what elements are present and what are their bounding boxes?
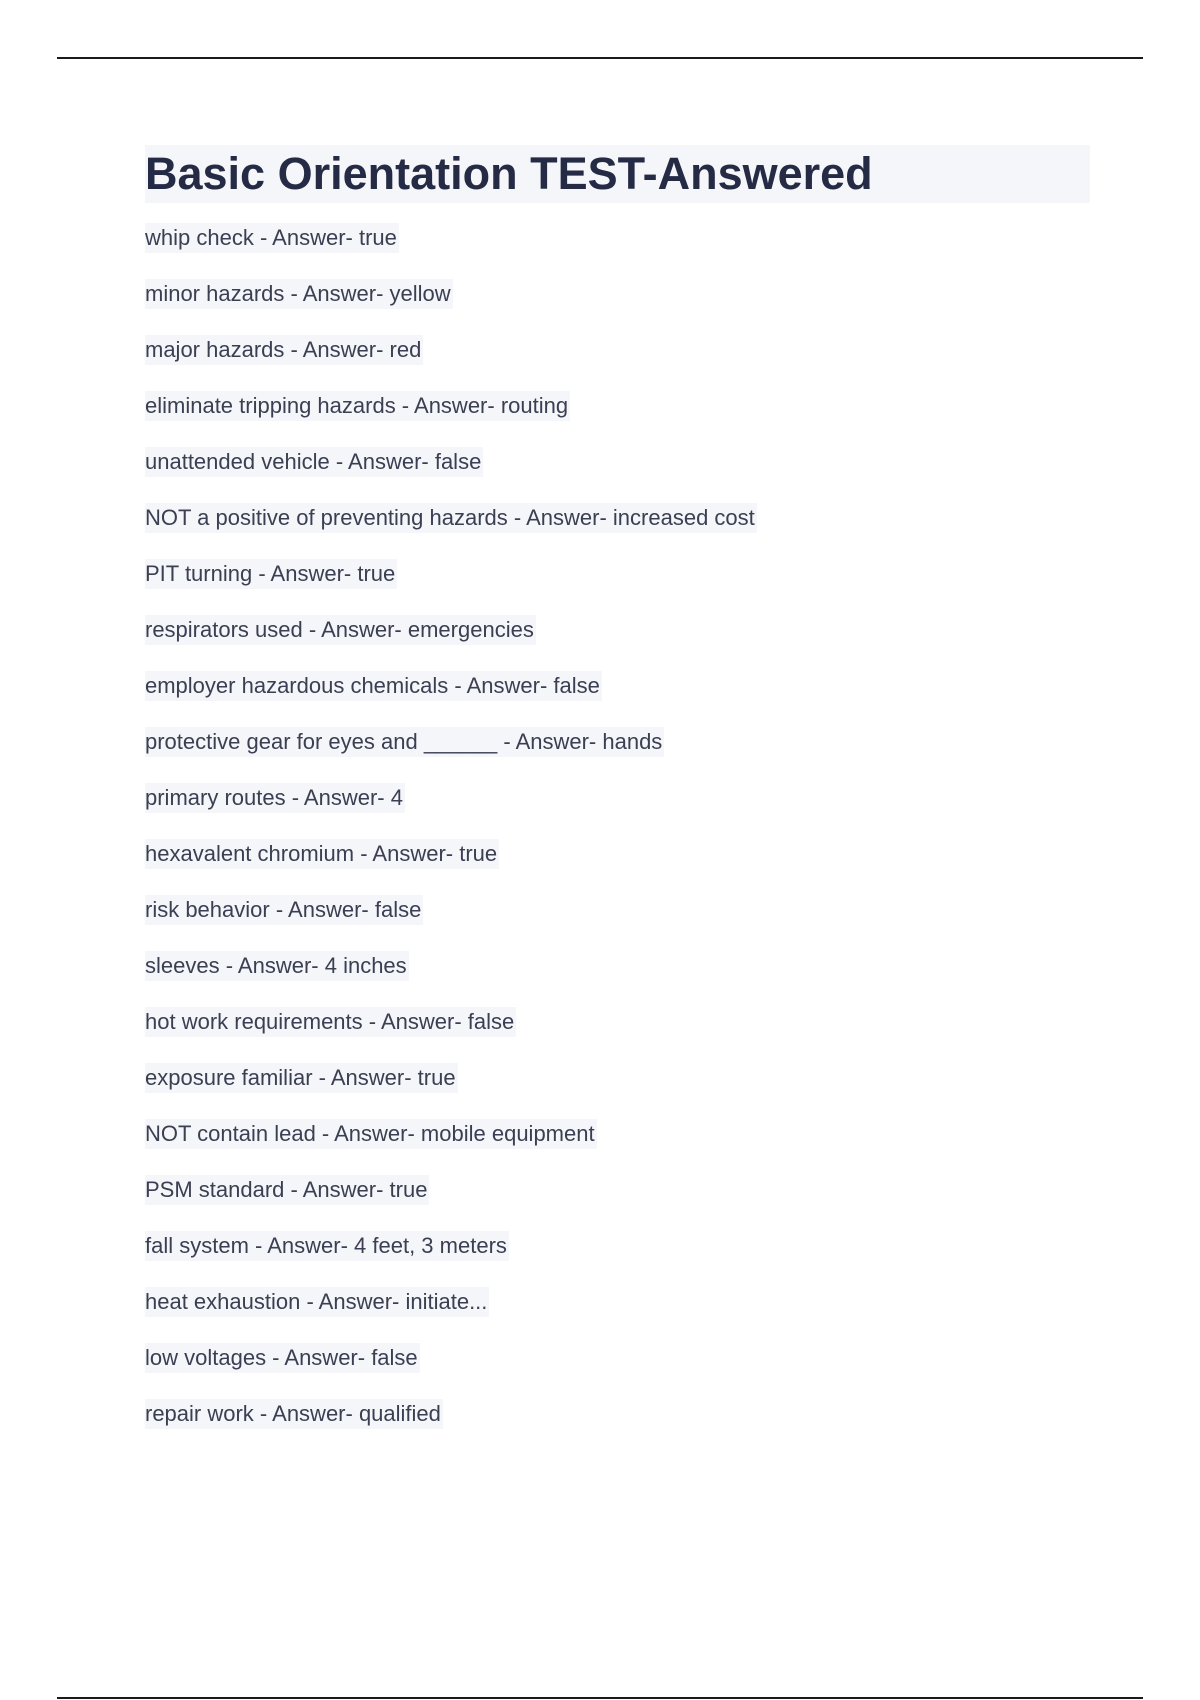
qa-text: respirators used - Answer- emergencies: [145, 615, 536, 645]
list-item: [145, 839, 1090, 895]
qa-text: NOT contain lead - Answer- mobile equipment: [145, 1119, 597, 1149]
qa-text: employer hazardous chemicals - Answer- false: [145, 671, 602, 701]
qa-list: [145, 223, 1090, 1455]
top-rule: [57, 57, 1143, 59]
qa-text: risk behavior - Answer- false: [145, 895, 423, 925]
qa-text: minor hazards - Answer- yellow: [145, 279, 453, 309]
list-item: [145, 223, 1090, 279]
qa-text: PIT turning - Answer- true: [145, 559, 397, 589]
list-item: [145, 783, 1090, 839]
list-item: [145, 1119, 1090, 1175]
list-item: [145, 895, 1090, 951]
qa-text: hot work requirements - Answer- false: [145, 1007, 516, 1037]
list-item: [145, 559, 1090, 615]
qa-text: major hazards - Answer- red: [145, 335, 423, 365]
document-body: [145, 145, 1090, 1455]
list-item: [145, 951, 1090, 1007]
list-item: [145, 1063, 1090, 1119]
list-item: [145, 1175, 1090, 1231]
list-item: [145, 671, 1090, 727]
list-item: [145, 1287, 1090, 1343]
title-block: [145, 145, 1090, 203]
qa-text: hexavalent chromium - Answer- true: [145, 839, 499, 869]
qa-text: repair work - Answer- qualified: [145, 1399, 443, 1429]
list-item: [145, 503, 1090, 559]
list-item: [145, 1399, 1090, 1455]
qa-text: protective gear for eyes and ______ - Answer- hands: [145, 727, 664, 757]
bottom-rule: [57, 1697, 1143, 1699]
qa-text: unattended vehicle - Answer- false: [145, 447, 483, 477]
qa-text: low voltages - Answer- false: [145, 1343, 420, 1373]
list-item: [145, 447, 1090, 503]
list-item: [145, 279, 1090, 335]
list-item: [145, 1007, 1090, 1063]
qa-text: eliminate tripping hazards - Answer- routing: [145, 391, 570, 421]
qa-text: sleeves - Answer- 4 inches: [145, 951, 409, 981]
qa-text: heat exhaustion - Answer- initiate...: [145, 1287, 489, 1317]
list-item: [145, 615, 1090, 671]
list-item: [145, 391, 1090, 447]
qa-text: NOT a positive of preventing hazards - Answer- increased cost: [145, 503, 757, 533]
qa-text: primary routes - Answer- 4: [145, 783, 405, 813]
list-item: [145, 1231, 1090, 1287]
page-title: Basic Orientation TEST-Answered: [145, 148, 873, 199]
qa-text: PSM standard - Answer- true: [145, 1175, 429, 1205]
qa-text: exposure familiar - Answer- true: [145, 1063, 458, 1093]
list-item: [145, 727, 1090, 783]
qa-text: fall system - Answer- 4 feet, 3 meters: [145, 1231, 509, 1261]
list-item: [145, 1343, 1090, 1399]
list-item: [145, 335, 1090, 391]
qa-text: whip check - Answer- true: [145, 223, 399, 253]
